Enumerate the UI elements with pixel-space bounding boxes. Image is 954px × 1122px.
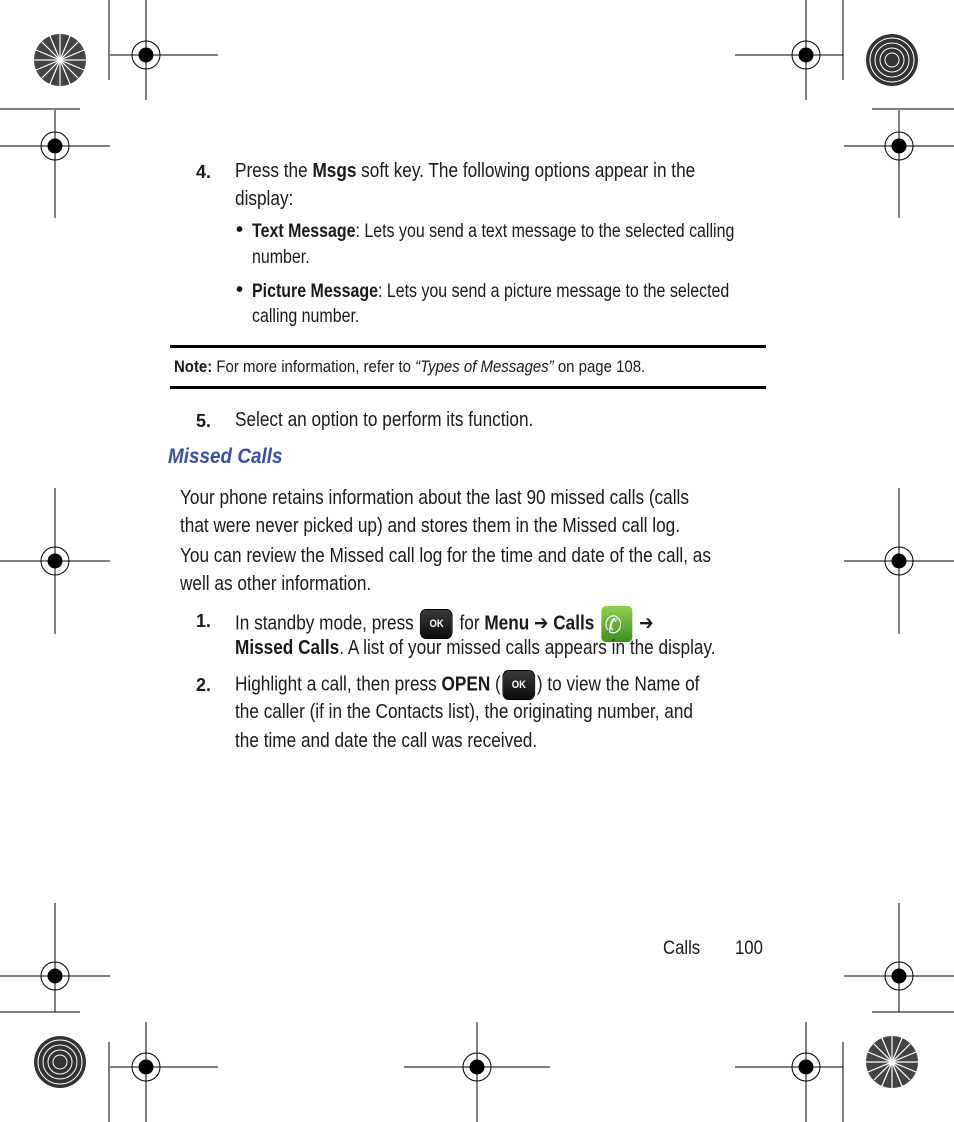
missed-calls-label: Missed Calls [235, 637, 340, 659]
step-text-line2: display: [235, 188, 294, 210]
note-text [174, 356, 645, 378]
bullet-desc: : Lets you send a picture message to the selected [377, 281, 730, 302]
star-target-bottom-left [34, 1036, 86, 1088]
open-label: OPEN [441, 673, 491, 696]
crosshair-left-upper [0, 110, 110, 218]
crosshair-left-middle [0, 488, 110, 634]
step-text-post: soft key. The following options appear in the [356, 160, 696, 182]
bullet-desc: : Lets you send a text message to the selected calling [355, 221, 735, 242]
crosshair-top-right [735, 0, 843, 100]
crosshair-left-lower [0, 903, 110, 1012]
step-number: 5. [196, 411, 212, 431]
star-target-top-right [866, 34, 918, 86]
crosshair-bottom-left [110, 1022, 218, 1122]
paragraph-line: well as other information. [180, 573, 372, 595]
step-number: 4. [196, 162, 212, 182]
bullet-desc-line2: calling number. [252, 306, 360, 327]
crosshair-right-middle [844, 488, 954, 634]
bullet-item [252, 219, 734, 244]
calls-label: Calls [553, 612, 595, 635]
step-text-pre: Press the [235, 160, 313, 182]
step-text-line2 [235, 634, 716, 662]
arrow-icon: ➔ [534, 612, 549, 635]
star-target-top-left [34, 34, 86, 86]
step-number: 1. [196, 611, 212, 631]
bullet-desc-line2: number. [252, 247, 310, 268]
bullet-term: Text Message [252, 221, 356, 242]
crosshair-top-left [110, 0, 218, 100]
menu-label: Menu [484, 612, 530, 635]
note-reference: “Types of Messages” [415, 357, 554, 376]
step-text-mid: for [459, 612, 480, 635]
crosshair-bottom-right [735, 1022, 843, 1122]
step-text-post: . A list of your missed calls appears in the display. [339, 637, 716, 659]
star-target-bottom-right [866, 1036, 918, 1088]
step-text-pre: Highlight a call, then press [235, 673, 442, 696]
paragraph-line: You can review the Missed call log for the time and date of the call, as [180, 545, 711, 567]
arrow-icon: ➔ [639, 612, 654, 635]
phone-handset-icon: ✆ [604, 612, 622, 639]
crosshair-right-lower [844, 903, 954, 1012]
bullet-item [252, 279, 729, 304]
step-text: Select an option to perform its function. [235, 409, 534, 431]
note-text-pre: For more information, refer to [212, 357, 416, 376]
ok-key-icon: OK [503, 670, 536, 700]
step-text [235, 670, 699, 700]
crosshair-bottom-center [404, 1022, 550, 1122]
bullet-dot: • [236, 219, 244, 241]
soft-key-name: Msgs [312, 160, 357, 182]
paren-open: ( [490, 673, 501, 696]
paragraph-line: that were never picked up) and stores them in the Missed call log. [180, 515, 681, 537]
paragraph-line: Your phone retains information about the last 90 missed calls (calls [180, 487, 689, 509]
page-number: 100 [735, 938, 763, 959]
ok-key-icon: OK [420, 609, 453, 639]
bullet-dot: • [236, 279, 244, 301]
step-text-line3: the time and date the call was received. [235, 730, 538, 752]
step-text-post: ) to view the Name of [536, 673, 700, 696]
bullet-term: Picture Message [252, 281, 378, 302]
step-text-line2: the caller (if in the Contacts list), the originating number, and [235, 701, 693, 723]
section-heading: Missed Calls [168, 445, 283, 468]
step-number: 2. [196, 675, 212, 695]
crosshair-right-upper [844, 110, 954, 218]
step-text [235, 157, 695, 185]
footer-section-name: Calls [663, 938, 701, 959]
note-text-post: on page 108. [553, 357, 646, 376]
note-label: Note: [174, 357, 213, 376]
step-text-pre: In standby mode, press [235, 612, 414, 635]
